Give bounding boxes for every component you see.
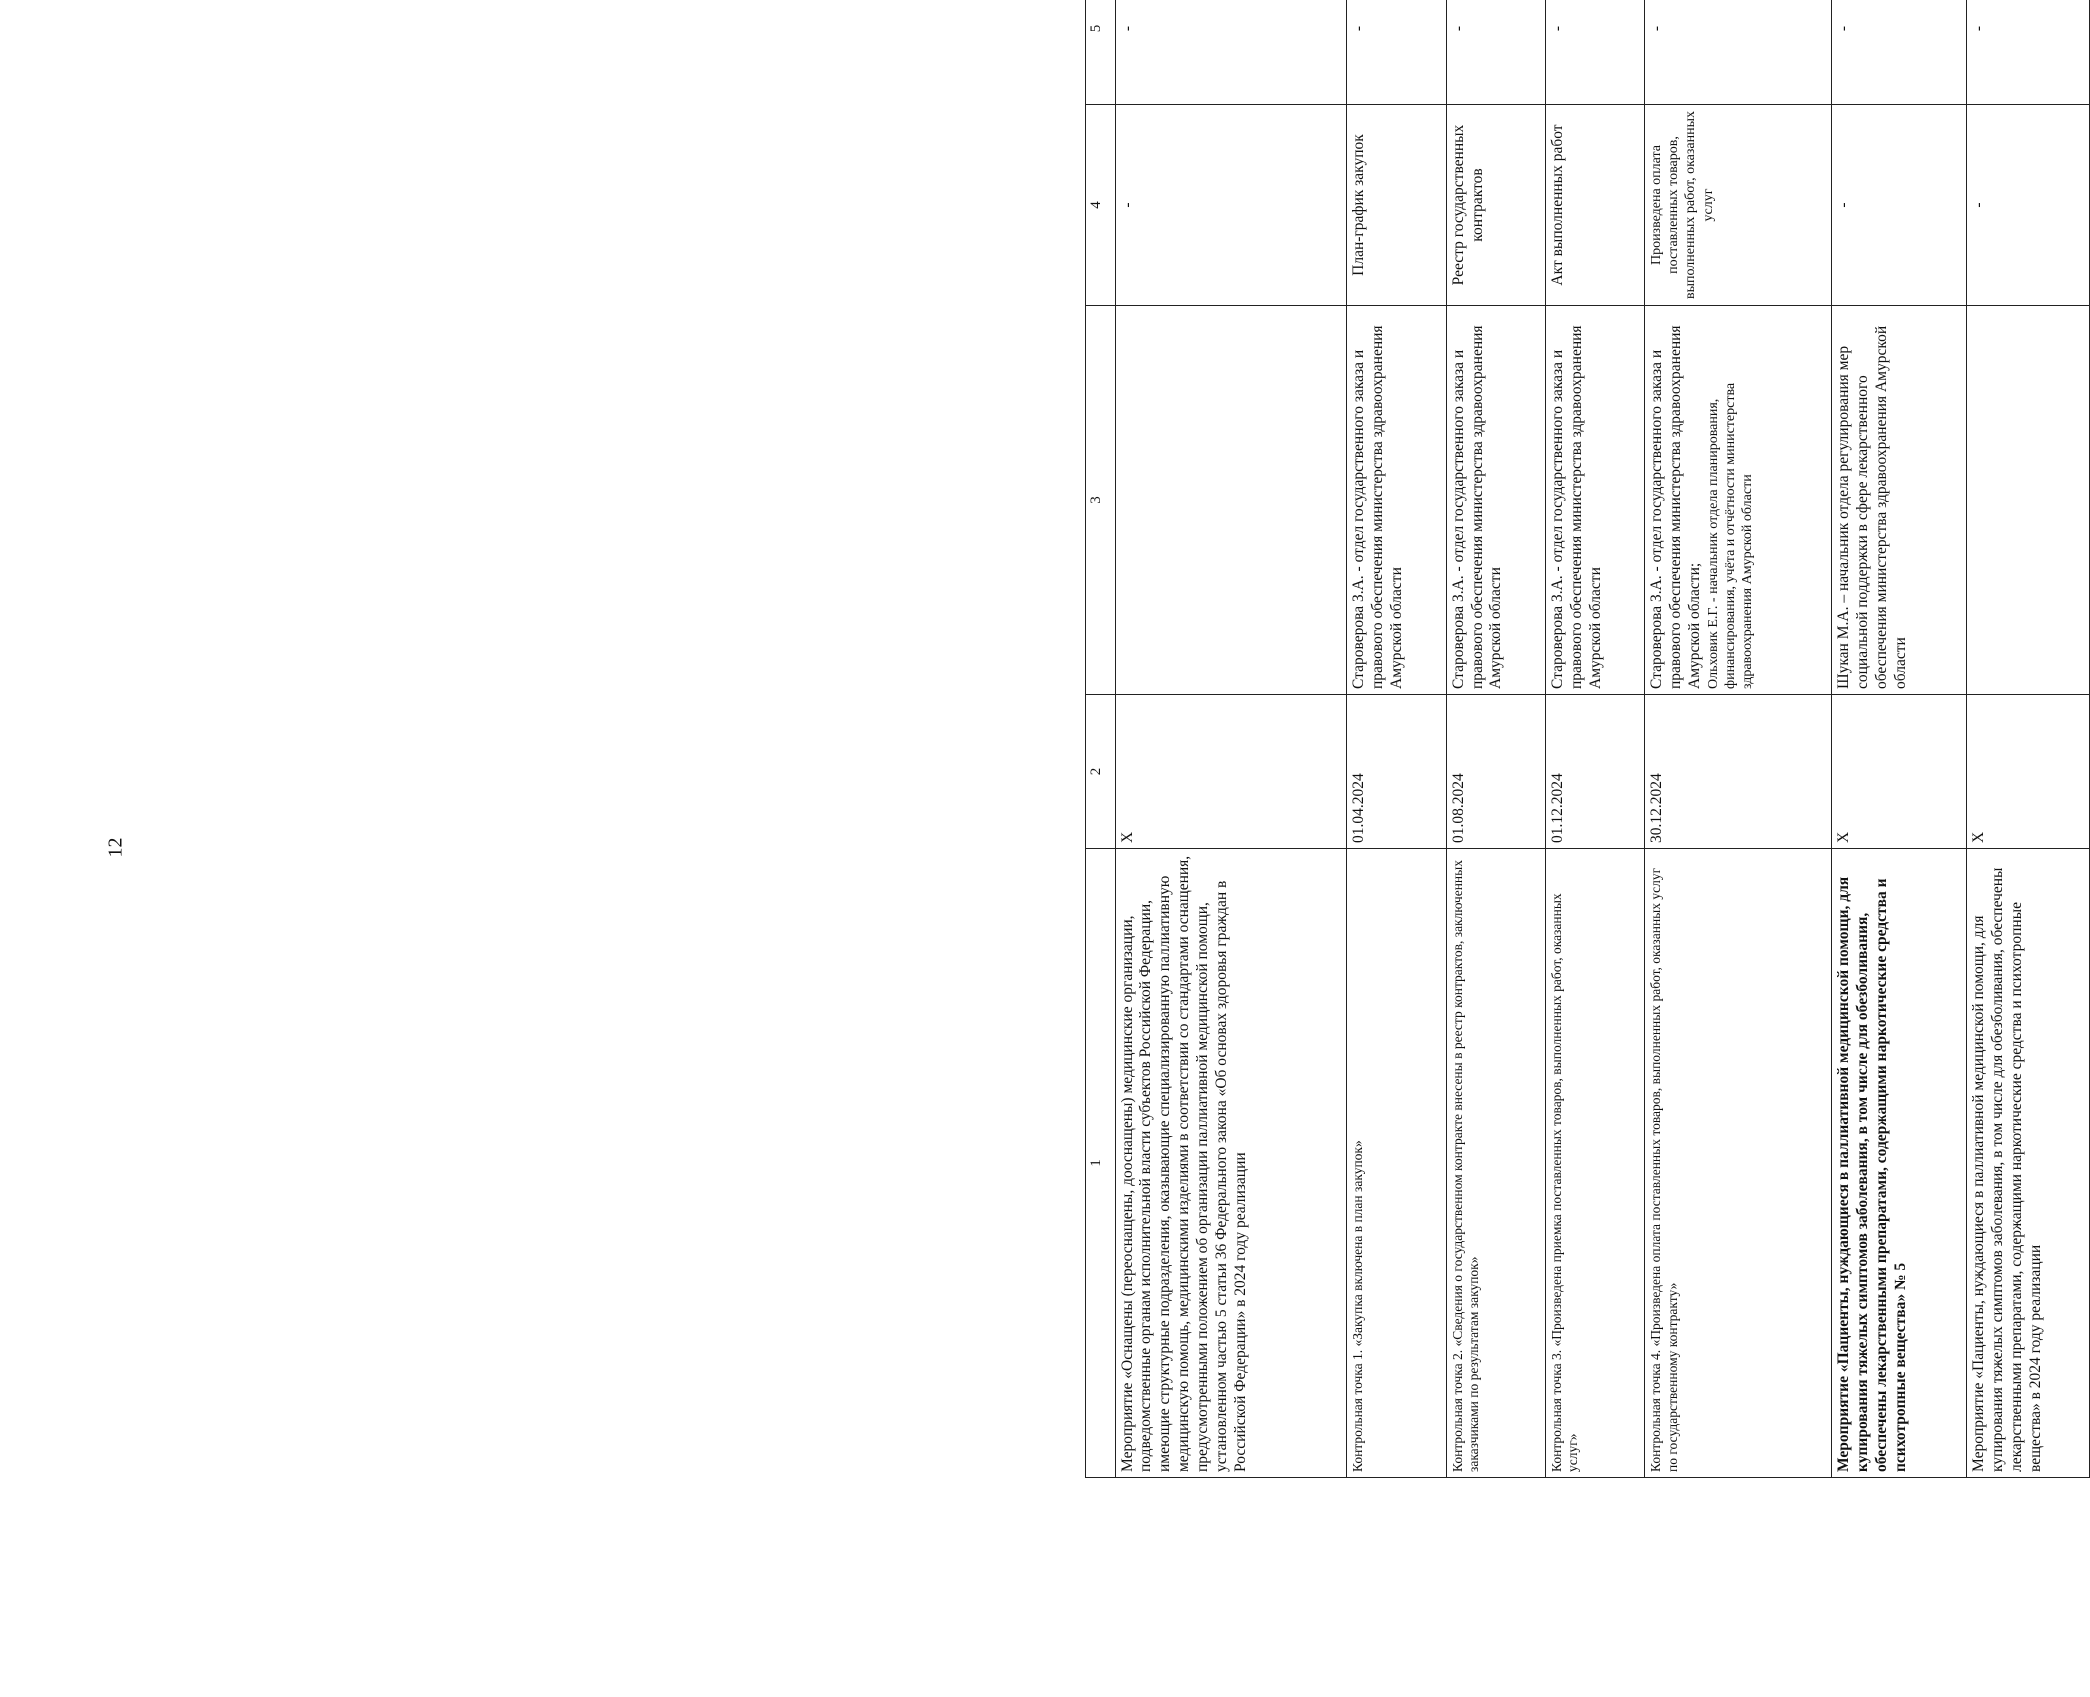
row-7-col-4: - <box>1966 105 2089 306</box>
row-1-col-1: Мероприятие «Оснащены (переоснащены, дооснащены) медицинские организации, подведомственные органам исполнительной власти субъектов Российской Федерации, имеющие структурные подразделения, оказывающие специализированную паллиативную медицинскую помощь, медицинскими изделиями в соответствии со стандартами оснащения, предусмотренными положением об организации паллиативной медицинской помощи, установленном частью 5 статьи 36 Федерального закона «Об основах здоровья граждан в Российской Федерации» в 2024 году реализации <box>1115 849 1347 1478</box>
row-2-col-1: Контрольная точка 1. «Закупка включена в план закупок» <box>1347 849 1446 1478</box>
rotated-table-container <box>1085 0 2090 1478</box>
row-6-col-5: - <box>1832 0 1967 105</box>
responsible-person-2: Ольховик Е.Г. - начальник отдела планирования, финансирования, учёта и отчётности министерства здравоохранения Амурской области <box>1706 382 1756 689</box>
row-3-col-4: Реестр государственных контрактов <box>1446 105 1545 306</box>
row-3-col-2: 01.08.2024 <box>1446 695 1545 849</box>
row-1-col-2: X <box>1115 695 1347 849</box>
row-2-col-5: - <box>1347 0 1446 105</box>
row-7-col-5: - <box>1966 0 2089 105</box>
row-6-col-1: Мероприятие «Пациенты, нуждающиеся в паллиативной медицинской помощи, для купирования тяжелых симптомов заболевания, в том числе для обезболивания, обеспечены лекарственными препаратами, содержащими наркотические средства и психотропные вещества» № 5 <box>1832 849 1967 1478</box>
page-number: 12 <box>104 837 127 858</box>
row-5-col-2: 30.12.2024 <box>1645 695 1832 849</box>
row-7-col-1: Мероприятие «Пациенты, нуждающиеся в паллиативной медицинской помощи, для купирования тяжелых симптомов заболевания, в том числе для обезболивания, обеспечены лекарственными препаратами, содержащими наркотические средства и психотропные вещества» в 2024 году реализации <box>1966 849 2089 1478</box>
table-row <box>1347 0 1446 1478</box>
header-col-1: 1 <box>1086 849 1116 1478</box>
table-header-row <box>1086 0 1116 1478</box>
row-6-col-4: - <box>1832 105 1967 306</box>
table-row <box>1115 0 1347 1478</box>
row-5-col-4: Произведена оплата поставленных товаров, выполненных работ, оказанных услуг <box>1645 105 1832 306</box>
activities-table <box>1085 0 2090 1478</box>
table-row <box>1966 0 2089 1478</box>
row-4-col-1: Контрольная точка 3. «Произведена приемка поставленных товаров, выполненных работ, оказанных услуг» <box>1546 849 1645 1478</box>
row-3-col-1: Контрольная точка 2. «Сведения о государственном контракте внесены в реестр контрактов, заключенных заказчиками по результатам закупок» <box>1446 849 1545 1478</box>
table-row <box>1546 0 1645 1478</box>
row-4-col-3: Староверова З.А. - отдел государственного заказа и правового обеспечения министерства здравоохранения Амурской области <box>1546 306 1645 695</box>
row-2-col-3: Староверова З.А. - отдел государственного заказа и правового обеспечения министерства здравоохранения Амурской области <box>1347 306 1446 695</box>
table-row <box>1446 0 1545 1478</box>
row-4-col-2: 01.12.2024 <box>1546 695 1645 849</box>
row-6-col-3: Шукан М.А. – начальник отдела регулирования мер социальной поддержки в сфере лекарственного обеспечения министерства здравоохранения Амурской области <box>1832 306 1967 695</box>
row-4-col-5: - <box>1546 0 1645 105</box>
row-2-col-4: План-график закупок <box>1347 105 1446 306</box>
row-7-col-3 <box>1966 306 2089 695</box>
row-6-col-2: X <box>1832 695 1967 849</box>
header-col-4: 4 <box>1086 105 1116 306</box>
header-col-2: 2 <box>1086 695 1116 849</box>
responsible-person-1: Староверова З.А. - отдел государственного заказа и правового обеспечения министерства здравоохранения Амурской области; <box>1648 325 1704 689</box>
row-1-col-3 <box>1115 306 1347 695</box>
row-5-col-3 <box>1645 306 1832 695</box>
row-3-col-5: - <box>1446 0 1545 105</box>
row-7-col-2: X <box>1966 695 2089 849</box>
table-row <box>1832 0 1967 1478</box>
row-4-col-4: Акт выполненных работ <box>1546 105 1645 306</box>
row-3-col-3: Староверова З.А. - отдел государственного заказа и правового обеспечения министерства здравоохранения Амурской области <box>1446 306 1545 695</box>
header-col-5: 5 <box>1086 0 1116 105</box>
row-5-col-5: - <box>1645 0 1832 105</box>
row-1-col-5: - <box>1115 0 1347 105</box>
row-1-col-4: - <box>1115 105 1347 306</box>
row-5-col-1: Контрольная точка 4. «Произведена оплата поставленных товаров, выполненных работ, оказанных услуг по государственному контракту» <box>1645 849 1832 1478</box>
table-row <box>1645 0 1832 1478</box>
header-col-3: 3 <box>1086 306 1116 695</box>
row-2-col-2: 01.04.2024 <box>1347 695 1446 849</box>
